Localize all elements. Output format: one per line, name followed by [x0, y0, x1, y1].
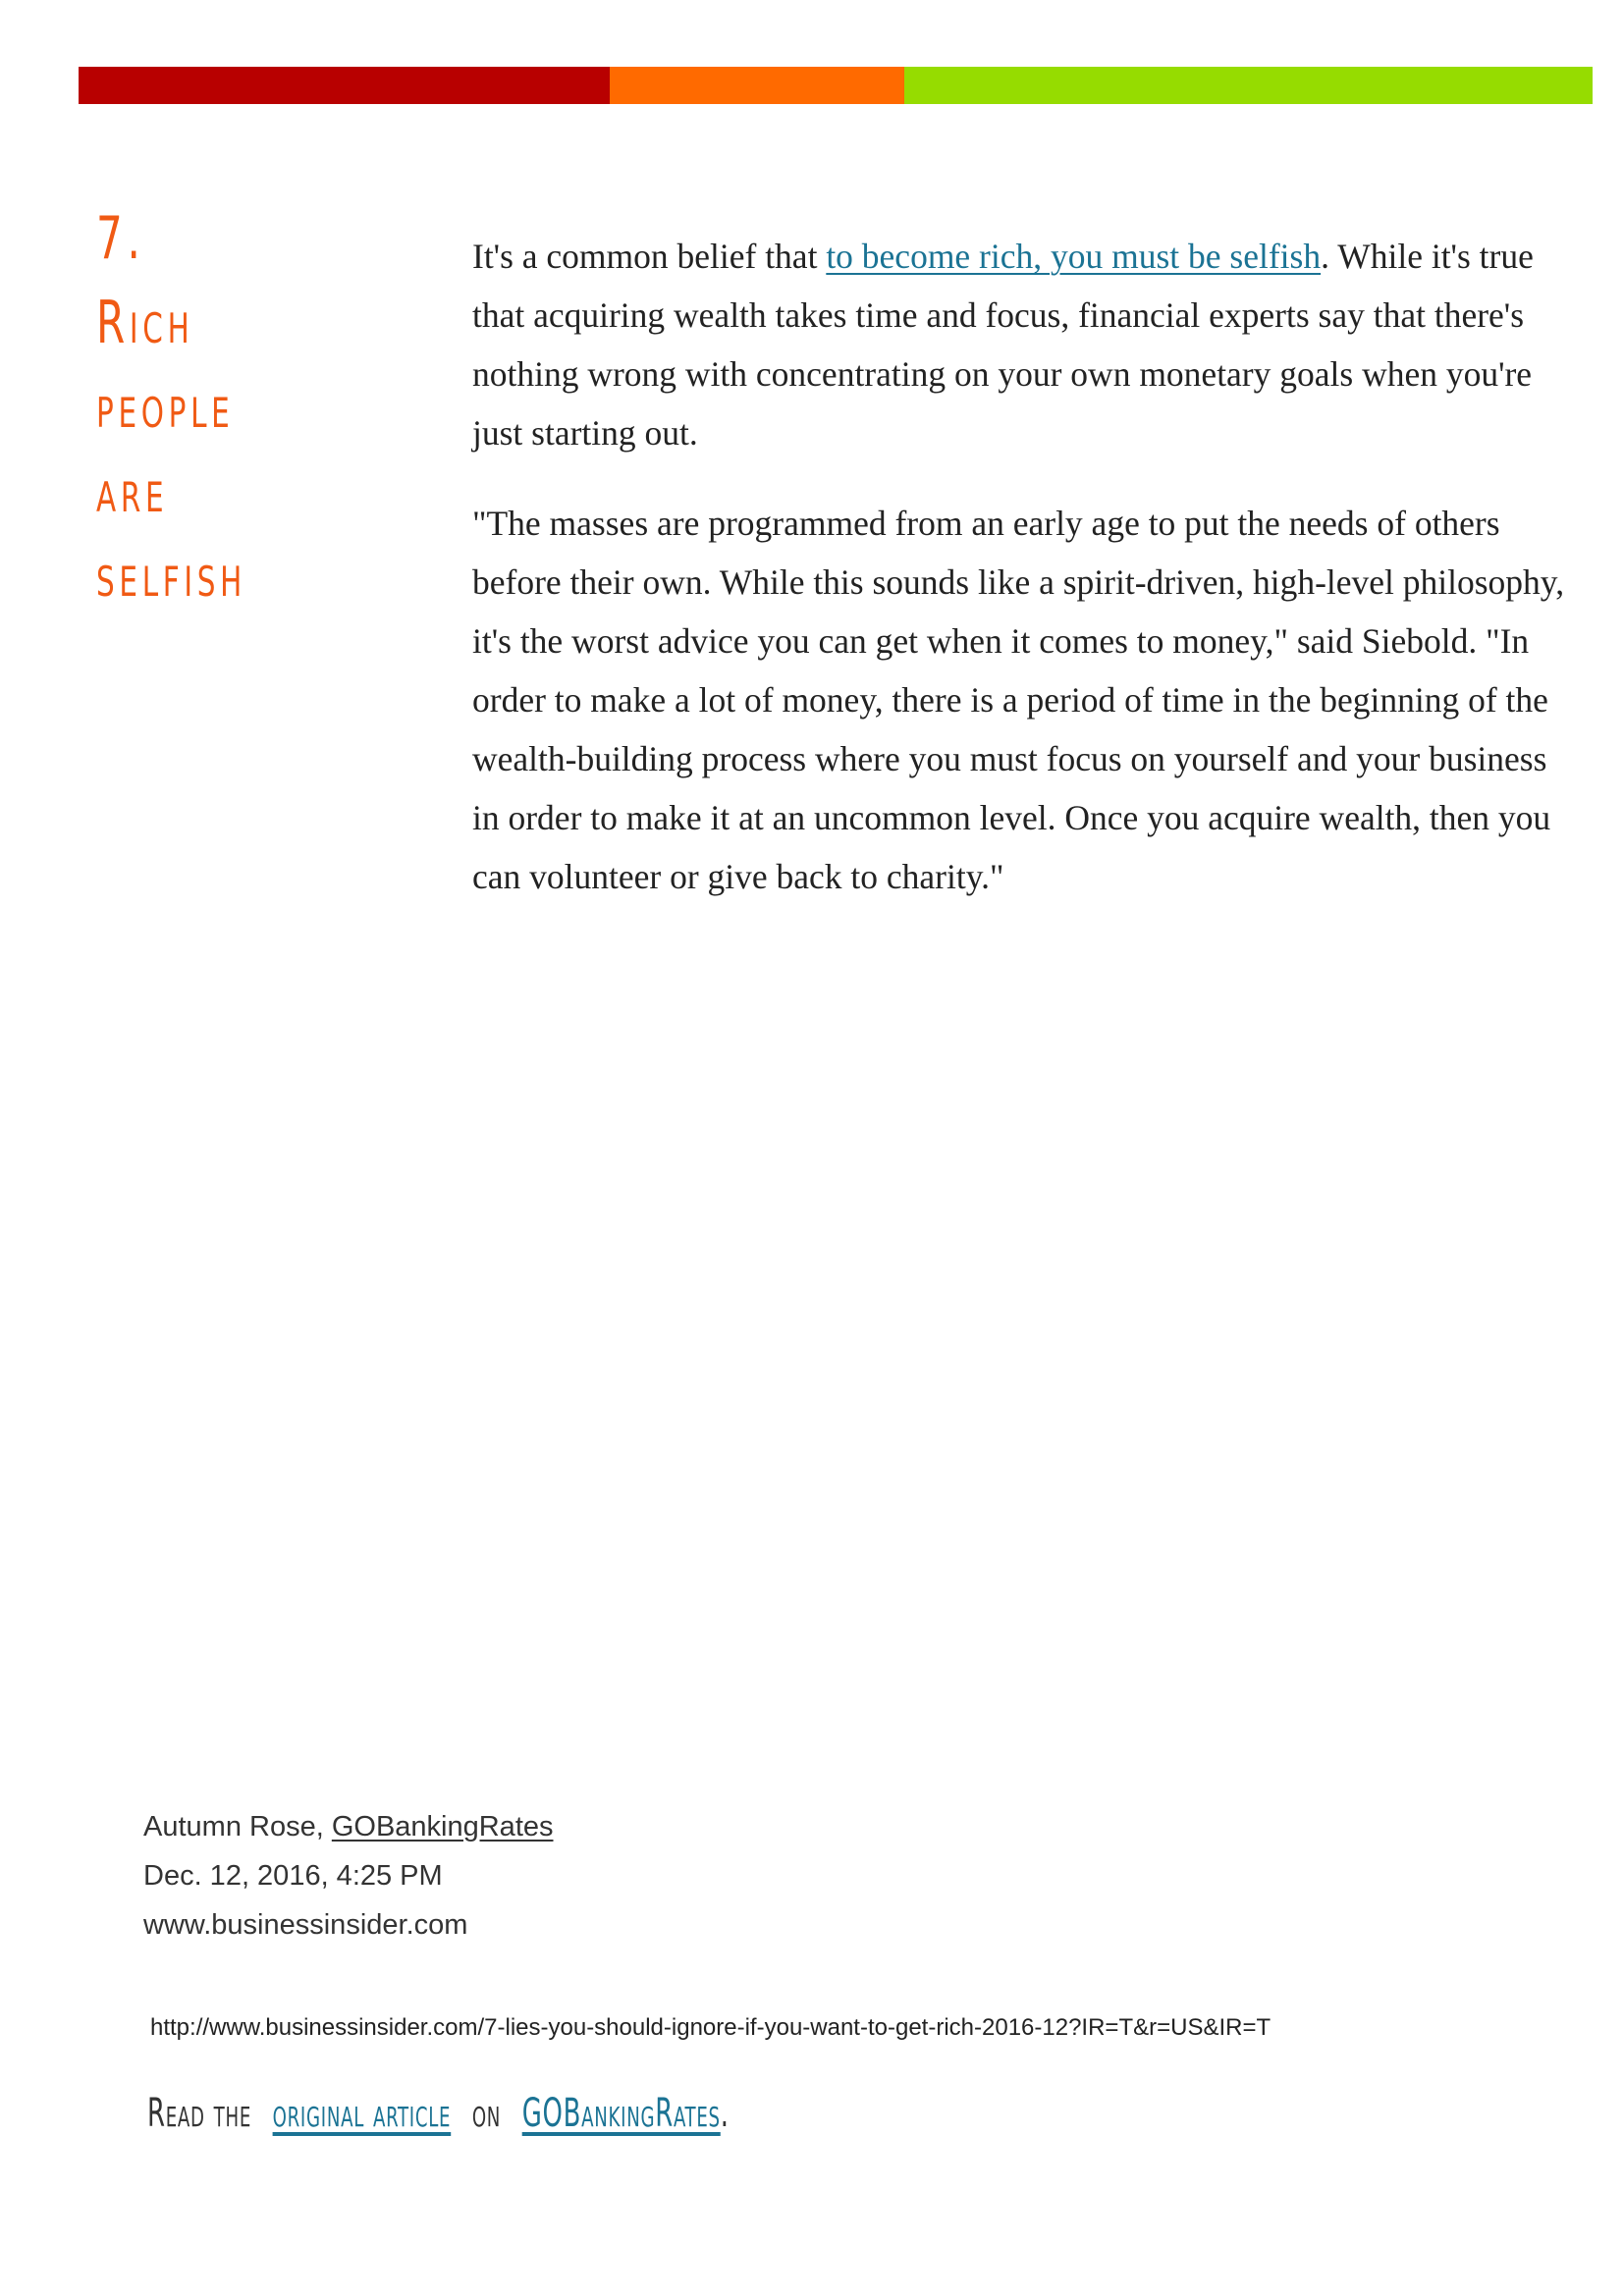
- original-article-link[interactable]: original article: [272, 2091, 452, 2136]
- paragraph-2: "The masses are programmed from an early age to put the needs of others before their own. While this sounds like a spirit-driven, high-level philosophy, it's the worst advice you can get when it comes to money," said Siebold. "In order to make a lot of money, there is a period of time in the beginning of the wealth-building process where you must focus on yourself and your business in order to make it at an uncommon level. Once you acquire wealth, then you can volunteer or give back to charity.": [472, 504, 1565, 896]
- gobankingrates-link[interactable]: GOBankingRates: [521, 2091, 721, 2136]
- read-original-line: [147, 2091, 730, 2136]
- heading-number: 7.: [96, 204, 145, 273]
- byline: [143, 1802, 554, 1851]
- paragraph-1-intro: It's a common belief that: [472, 237, 827, 276]
- publish-date: Dec. 12, 2016, 4:25 PM: [143, 1860, 443, 1892]
- read-suffix: .: [720, 2091, 730, 2136]
- color-bar-red: [79, 67, 610, 104]
- paragraph-1-rest: . While it's true that acquiring wealth takes time and focus, financial experts say that there's nothing wrong with concentrating on your own monetary goals when you're just starting out.: [472, 237, 1534, 453]
- source-link[interactable]: GOBankingRates: [331, 1811, 554, 1842]
- author-name: Autumn Rose,: [143, 1811, 332, 1842]
- article-body: [472, 227, 1572, 937]
- paragraph-1: [472, 227, 1572, 462]
- color-bar-orange: [610, 67, 904, 104]
- article-meta: [143, 1802, 554, 1949]
- article-url: http://www.businessinsider.com/7-lies-you-should-ignore-if-you-want-to-get-rich-2016-12?IR=T&r=US&IR=T: [150, 2014, 1271, 2041]
- heading-line: are: [96, 457, 169, 526]
- heading-line: people: [96, 373, 235, 442]
- color-bar: [79, 67, 1593, 104]
- heading-line: selfish: [96, 542, 247, 611]
- read-prefix: Read the: [147, 2091, 251, 2136]
- heading-line: Rich: [96, 289, 194, 357]
- rich-selfish-link[interactable]: to become rich, you must be selfish: [826, 237, 1322, 276]
- read-on: on: [471, 2091, 502, 2136]
- color-bar-green: [904, 67, 1593, 104]
- section-heading: [96, 196, 296, 618]
- site-name: www.businessinsider.com: [143, 1909, 468, 1941]
